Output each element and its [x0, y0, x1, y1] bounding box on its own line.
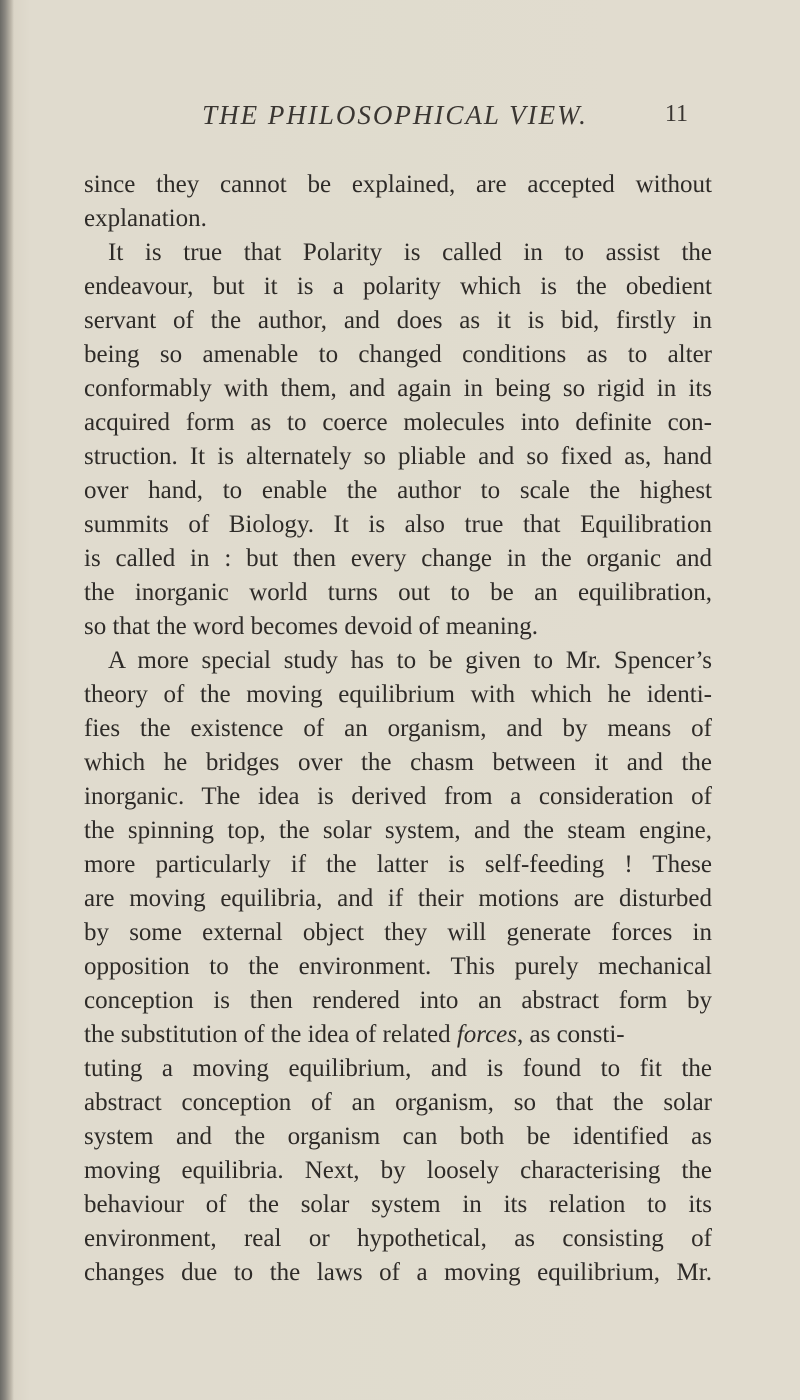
text-line: the inorganic world turns out to be an equilibration, — [84, 579, 712, 606]
text-line: theory of the moving equilibrium with which he identi- — [84, 681, 712, 708]
text-line: changes due to the laws of a moving equilibrium, Mr. — [84, 1259, 712, 1286]
text-segment: the substitution of the idea of related — [84, 1021, 451, 1048]
text-line: being so amenable to changed conditions as to alter — [84, 341, 712, 368]
text-line: It is true that Polarity is called in to assist the — [108, 239, 712, 266]
text-line: tuting a moving equilibrium, and is found to fit the — [84, 1055, 712, 1082]
text-line: conception is then rendered into an abstract form by — [84, 987, 712, 1014]
text-line: so that the word becomes devoid of meaning. — [84, 613, 539, 640]
text-line: more particularly if the latter is self-feeding ! These — [84, 851, 712, 878]
text-segment: , as consti- — [517, 1021, 625, 1048]
running-head — [0, 100, 800, 140]
page-gutter-shadow — [0, 0, 14, 1400]
text-line: endeavour, but it is a polarity which is the obedient — [84, 273, 712, 300]
text-line: over hand, to enable the author to scale the highest — [84, 477, 712, 504]
text-line: are moving equilibria, and if their motions are disturbed — [84, 885, 712, 912]
text-line: struction. It is alternately so pliable and so fixed as, hand — [84, 443, 712, 470]
text-line: abstract conception of an organism, so that the solar — [84, 1089, 712, 1116]
text-line: summits of Biology. It is also true that Equilibration — [84, 511, 712, 538]
text-line: opposition to the environment. This purely mechanical — [84, 953, 712, 980]
text-line: environment, real or hypothetical, as consisting of — [84, 1225, 712, 1252]
text-line: is called in : but then every change in the organic and — [84, 545, 712, 572]
text-line: fies the existence of an organism, and by means of — [84, 715, 712, 742]
text-line: conformably with them, and again in being so rigid in its — [84, 375, 712, 402]
text-line: A more special study has to be given to Mr. Spencer’s — [108, 647, 712, 674]
text-line: system and the organism can both be identified as — [84, 1123, 712, 1150]
running-title: THE PHILOSOPHICAL VIEW. — [202, 100, 588, 130]
text-line: behaviour of the solar system in its relation to its — [84, 1191, 712, 1218]
text-line: since they cannot be explained, are accepted without — [84, 171, 712, 198]
text-line: explanation. — [84, 205, 207, 232]
text-line — [84, 1020, 712, 1050]
text-line: inorganic. The idea is derived from a consideration of — [84, 783, 712, 810]
text-line: the spinning top, the solar system, and the steam engine, — [84, 817, 712, 844]
page-number: 11 — [664, 101, 688, 127]
text-line: which he bridges over the chasm between it and the — [84, 749, 712, 776]
text-line: by some external object they will generate forces in — [84, 919, 712, 946]
text-line: acquired form as to coerce molecules into definite con- — [84, 409, 712, 436]
text-line: moving equilibria. Next, by loosely characterising the — [84, 1157, 712, 1184]
italic-term: forces — [456, 1021, 517, 1048]
text-line: servant of the author, and does as it is bid, firstly in — [84, 307, 712, 334]
